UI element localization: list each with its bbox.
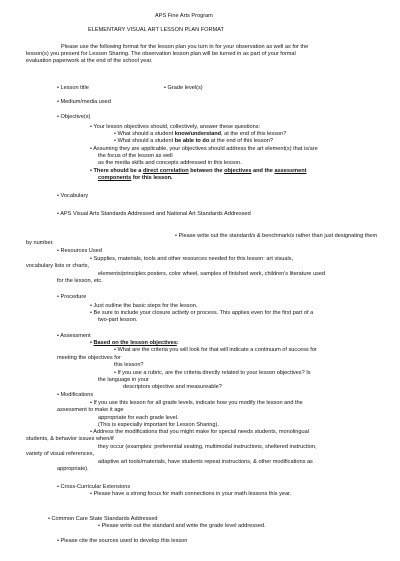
- procedure-line: • Just outline the basic steps for the lesson.: [90, 303, 198, 309]
- modifications-line: (This is especially important for Lesson Sharing).: [98, 422, 219, 428]
- modifications-line: adaptive art tools/materials, have students repeat instructions, & other modifications as: [98, 459, 313, 465]
- procedure-heading: • Procedure: [57, 294, 87, 300]
- common-core-line: • Please write out the standard and write the grade level addressed.: [98, 523, 266, 529]
- intro-line-2: lesson(s) you present for Lesson Sharing. The observation lesson plan will be turned in as part of your formal: [26, 51, 296, 57]
- assessment-line: this lesson?: [114, 362, 144, 368]
- item-medium: • Medium/media used: [57, 99, 111, 105]
- procedure-line: • Be sure to include your closure activity or process. This applies even for the first part of a: [90, 310, 314, 316]
- standards-heading: • APS Visual Arts Standards Addressed and National Art Standards Addressed: [57, 211, 251, 217]
- document-title: ELEMENTARY VISUAL ART LESSON PLAN FORMAT: [88, 27, 224, 33]
- cross-curricular-heading: • Cross-Curricular Extensions: [57, 484, 131, 490]
- objectives-line: • Your lesson objectives should, collectively, answer these questions:: [90, 124, 261, 130]
- modifications-line: appropriate).: [57, 466, 89, 472]
- objectives-line: • There should be a direct correlation between the objectives and the assessment: [90, 168, 307, 174]
- modifications-line: students, & behavior issues when/if: [26, 436, 114, 442]
- common-core-heading: • Common Care State Standards Addressed: [48, 516, 158, 522]
- modifications-line: variety of visual references,: [26, 451, 95, 457]
- modifications-line: • Address the modifications that you might make for special needs students, monolingual: [90, 429, 309, 435]
- standards-line: by number.: [26, 240, 54, 246]
- resources-line: • Supplies, materials, tools and other resources needed for this lesson: art visuals,: [90, 256, 294, 262]
- objectives-heading: • Objective(s): [57, 114, 91, 120]
- assessment-line: • What are the criteria you will look for that will indicate a continuum of success for: [114, 347, 317, 353]
- resources-line: elements/principles posters, color wheel, samples of finished work, children's literature used: [98, 271, 326, 277]
- assessment-line: the language in your: [98, 377, 149, 383]
- item-lesson-title: • Lesson title: [57, 85, 89, 91]
- objectives-line: • What should a student be able to do at the end of this lesson?: [114, 138, 273, 144]
- cross-curricular-line: • Please have a strong focus for math connections in your math lessons this year.: [90, 491, 292, 497]
- resources-heading: • Resources Used: [57, 248, 102, 254]
- objectives-line: as the media skills and concepts addressed in this lesson.: [98, 160, 242, 166]
- resources-line: for the lesson, etc.: [57, 278, 103, 284]
- objectives-line: components for this lesson.: [98, 175, 173, 181]
- assessment-heading: • Assessment: [57, 333, 91, 339]
- modifications-heading: • Modifications: [57, 392, 94, 398]
- item-sources: • Please cite the sources used to develop this lesson: [57, 538, 188, 544]
- assessment-line: meeting the objectives for: [57, 355, 121, 361]
- modifications-line: • If you use this lesson for all grade levels, indicate how you modify the lesson and the: [90, 400, 303, 406]
- modifications-line: appropriate for each grade level.: [98, 415, 179, 421]
- standards-line: • Please write out the standard/s & benchmark/s rather than just designating them: [175, 233, 378, 239]
- procedure-line: two-part lesson.: [98, 317, 138, 323]
- item-vocabulary: • Vocabulary: [57, 193, 89, 199]
- assessment-line: descriptors objective and measureable?: [123, 384, 222, 390]
- intro-line-1: Please use the following format for the lesson plan you turn in for your observation as well as for the: [61, 44, 309, 50]
- intro-line-3: evaluation paperwork at the end of the school year.: [26, 58, 153, 64]
- modifications-line: they occur (examples: preferential seating, multimodal instructions, sheltered instruction,: [98, 444, 317, 450]
- assessment-line: • Based on the lesson objectives:: [90, 340, 179, 346]
- resources-line: vocabulary lists or charts,: [26, 263, 90, 269]
- objectives-line: • What should a student know/understand, at the end of this lesson?: [114, 131, 287, 137]
- assessment-line: • If you use a rubric, are the criteria directly related to your lesson objectives? Is: [114, 370, 311, 376]
- program-name: APS Fine Arts Program: [155, 13, 213, 19]
- objectives-line: • Assuming they are applicable, your objectives should address the art element(s) that is/are: [90, 146, 318, 152]
- modifications-line: assessment to make it age: [57, 407, 124, 413]
- item-grade-levels: • Grade level(s): [164, 85, 203, 91]
- objectives-line: the focus of the lesson as well: [98, 153, 173, 159]
